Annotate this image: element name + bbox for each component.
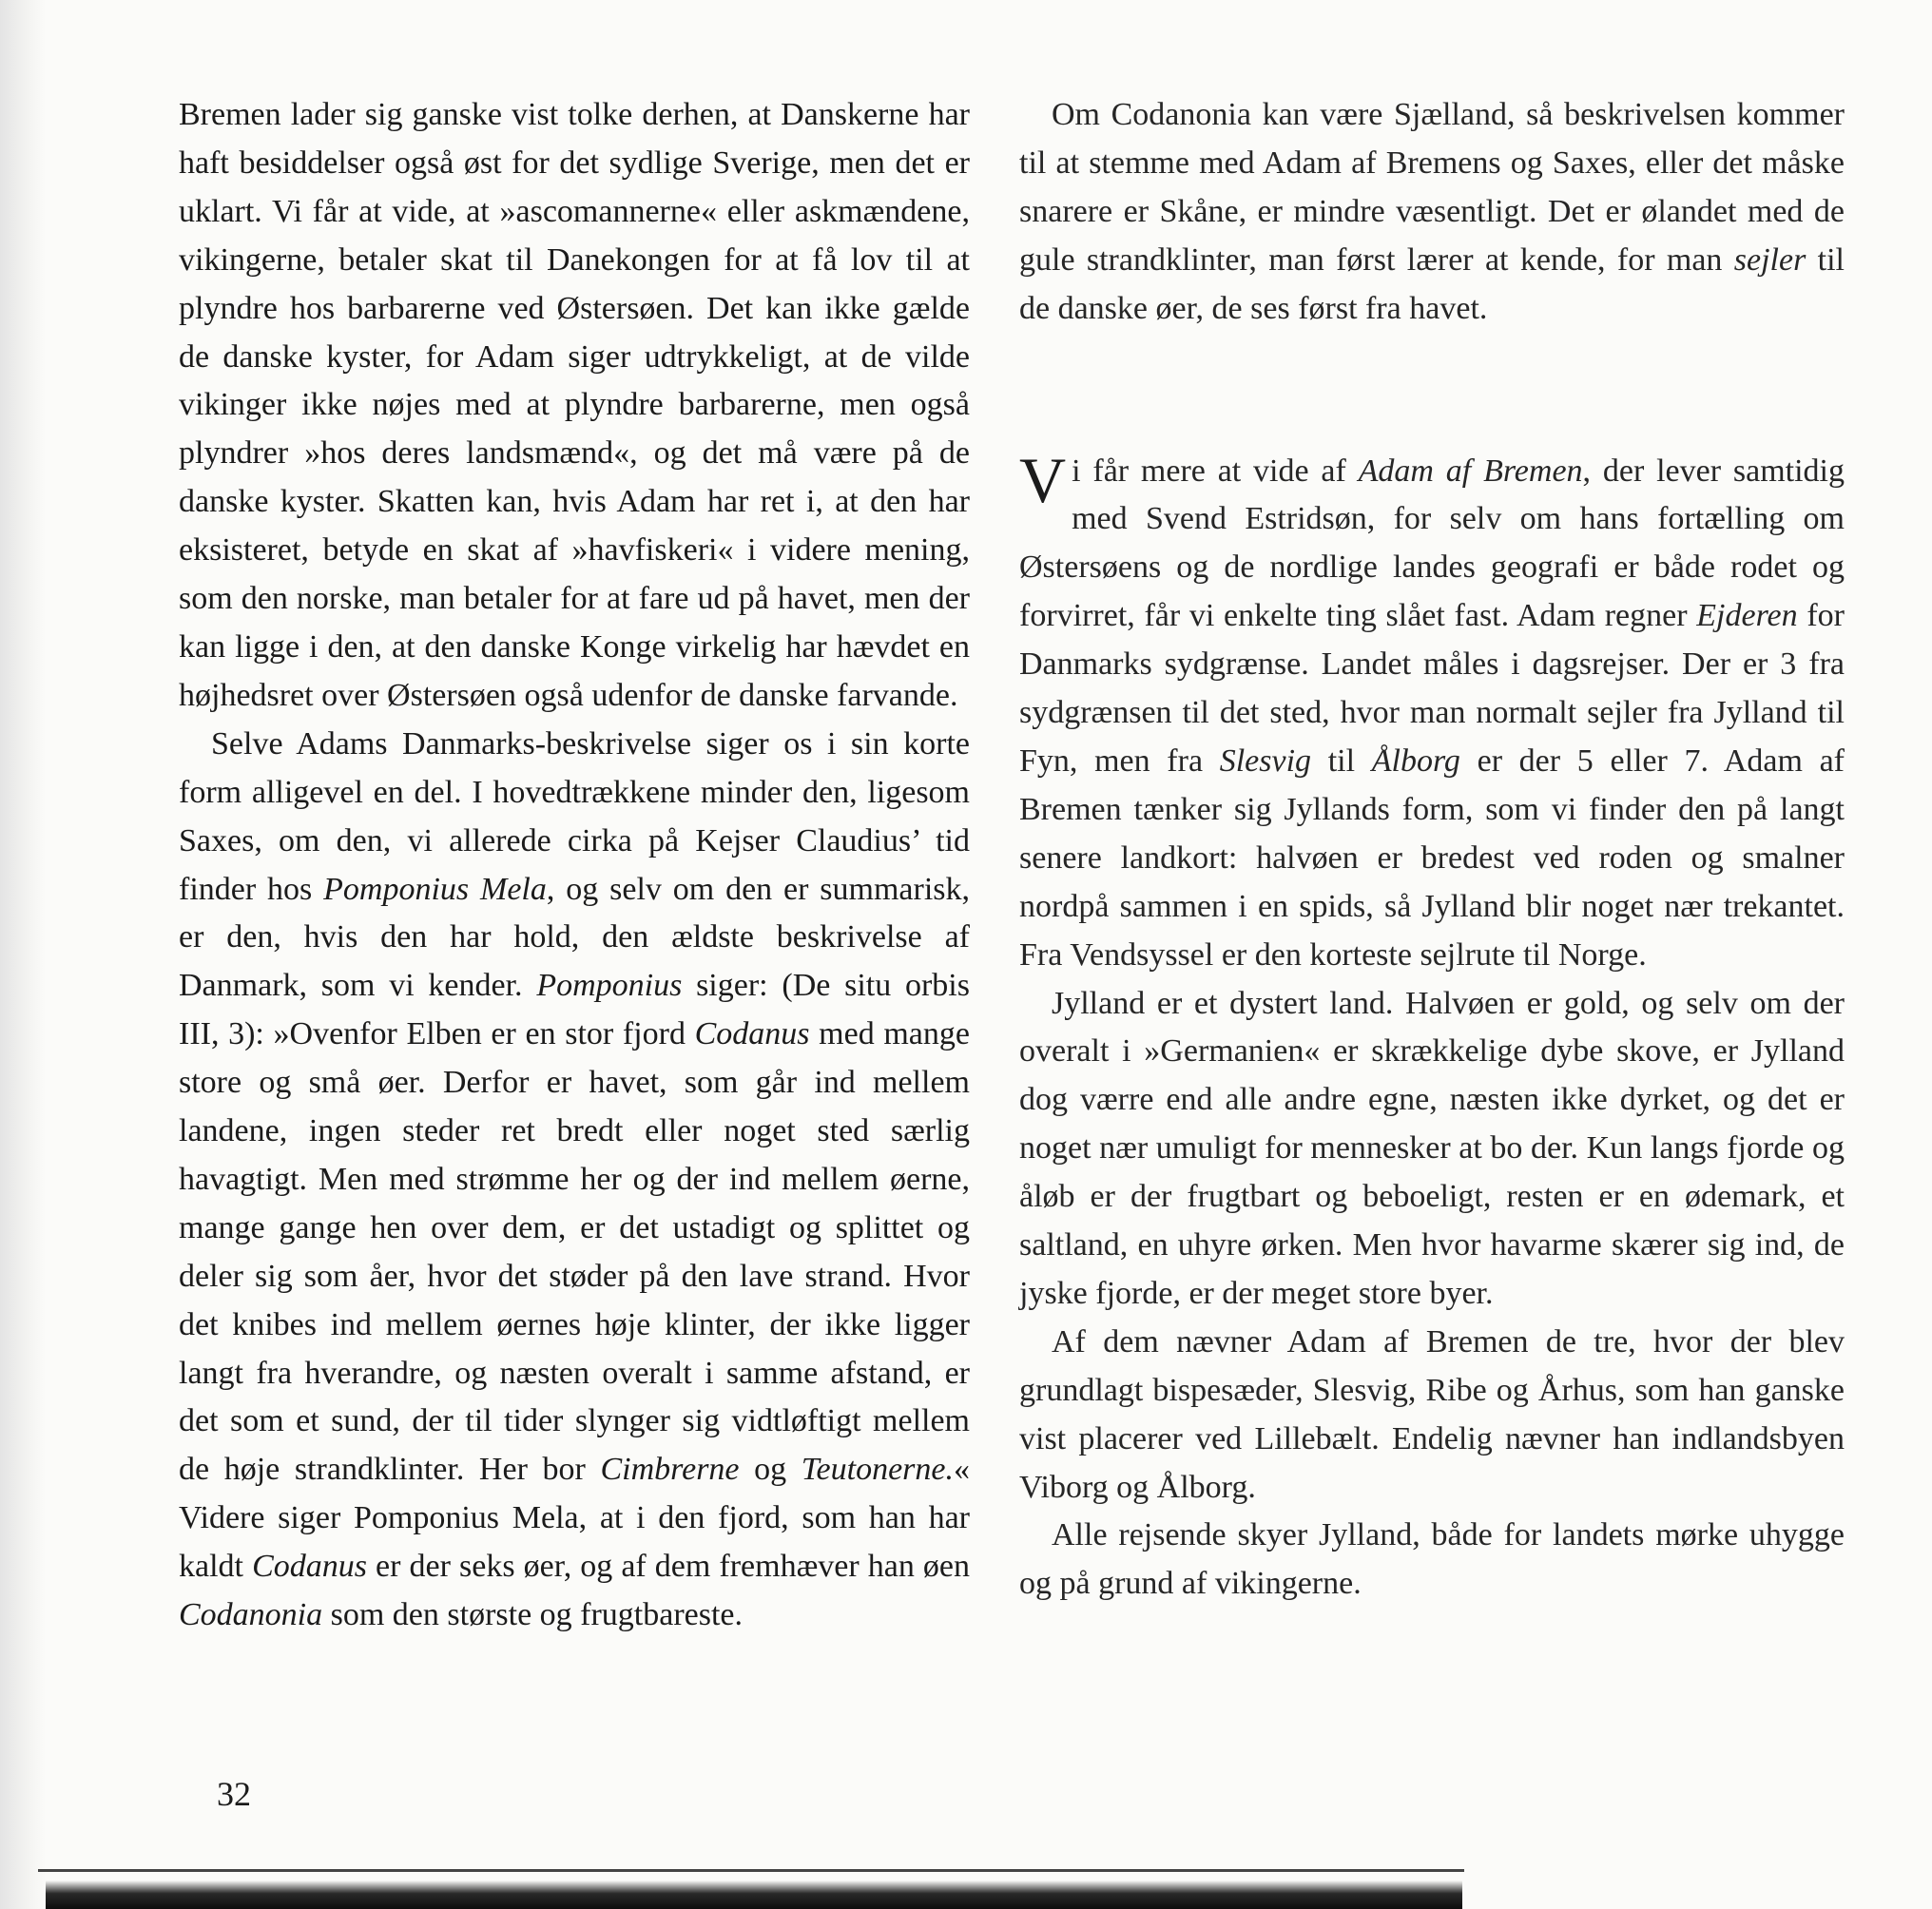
italic-run: Codanus xyxy=(252,1549,367,1585)
italic-run: Teutonerne. xyxy=(801,1452,954,1488)
paragraph xyxy=(1019,1319,1845,1513)
right-column xyxy=(1019,91,1845,1609)
left-column xyxy=(179,91,970,1640)
italic-run: Adam af Bremen xyxy=(1358,453,1583,489)
italic-run: Codanus xyxy=(694,1016,810,1052)
text-run: med mange store og små øer. Derfor er havet, som går ind mellem landene, ingen steder ret bredt eller noget sted særlig havagtigt. Men med strømme her og der ind mellem øerne, mange gange hen over dem, er det ustadigt og splittet og deler sig som åer, hvor det støder på den lave strand. Hvor det knibes ind mellem øernes høje klinter, der ikke ligger langt fra hverandre, og næsten overalt i samme afstand, er det som et sund, der til tider slynger sig vidtløftigt mellem de høje strandklinter. Her bor xyxy=(179,1016,970,1488)
paragraph-text xyxy=(1019,443,1845,973)
italic-run: Ålborg xyxy=(1371,742,1460,779)
text-run: i får mere at vide af xyxy=(1072,453,1359,489)
text-run: Om Codanonia kan være Sjælland, så beskrivelsen kommer til at stemme med Adam af Bremens og Saxes, eller det måske snarere er Skåne, er mindre væsentligt. Det er ølandet med de gule strandklinter, man først lærer at kende, for man xyxy=(1019,97,1845,278)
text-run: for Danmarks sydgrænse. Landet måles i dagsrejser. Der er 3 fra sydgrænsen til det sted, hvor man normalt sejler fra Jylland til Fyn, men fra xyxy=(1019,598,1845,779)
section-break xyxy=(1019,334,1845,448)
text-run: som den største og frugtbareste. xyxy=(322,1597,744,1633)
italic-run: Ejderen xyxy=(1696,598,1798,634)
italic-run: Pomponius xyxy=(536,968,683,1004)
paragraph-with-dropcap xyxy=(1019,443,1845,980)
paragraph xyxy=(1019,91,1845,334)
page-number: 32 xyxy=(217,1775,251,1813)
page-bottom-edge xyxy=(38,1869,1464,1872)
text-run: er der 5 eller 7. Adam af Bremen tænker sig Jyllands form, som vi finder den på langt senere landkort: halvøen er bredest ved roden og smalner nordpå sammen i en spids, så Jylland blir noget nær trekantet. Fra Vendsyssel er den korteste sejlrute til Norge. xyxy=(1019,742,1845,973)
paragraph xyxy=(1019,980,1845,1319)
text-run: til xyxy=(1311,742,1372,779)
italic-run: Codanonia xyxy=(179,1597,323,1633)
text-run: er der seks øer, og af dem fremhæver han øen xyxy=(366,1549,971,1585)
italic-run: sejler xyxy=(1733,241,1806,278)
page-bottom-shadow xyxy=(46,1880,1462,1909)
drop-cap: V xyxy=(1019,443,1067,516)
italic-run: Cimbrerne xyxy=(600,1452,740,1488)
text-run: siger: (De situ orbis III, 3): »Ovenfor Elben er en stor fjord xyxy=(179,968,970,1052)
text-run: « Videre siger Pomponius Mela, at i den fjord, som han har kaldt xyxy=(179,1452,970,1585)
text-run: Bremen lader sig ganske vist tolke derhen, at Danskerne har haft besiddelser også øst for det sydlige Sverige, men det er uklart. Vi får at vide, at »ascomannerne« eller askmændene, vikingerne, betaler skat til Danekongen for at få lov til at plyndre hos barbarerne ved Østersøen. Det kan ikke gælde de danske kyster, for Adam siger udtrykkeligt, at de vilde vikinger ikke nøjes med at plyndre barbarerne, men også plyndrer »hos deres landsmænd«, og det må være på de danske kyster. Skatten kan, hvis Adam har ret i, at den har eksisteret, betyde en skat af »havfiskeri« i videre mening, som den norske, man betaler for at fare ud på havet, men der kan ligge i den, at den danske Konge virkelig har hævdet en højhedsret over Østersøen også udenfor de danske farvande. xyxy=(179,97,970,713)
italic-run: Pomponius Mela xyxy=(323,871,547,907)
page-left-edge xyxy=(0,0,46,1909)
text-run: , og selv om den er summarisk, er den, hvis den har hold, den ældste beskrivelse af Danmark, som vi kender. xyxy=(179,871,971,1004)
text-run: og xyxy=(739,1452,802,1488)
paragraph xyxy=(1019,1512,1845,1609)
paragraph xyxy=(179,721,970,1640)
text-run: Jylland er et dystert land. Halvøen er gold, og selv om der overalt i »Germanien« er skrækkelige dybe skove, er Jylland dog værre end alle andre egne, næsten ikke dyrket, og det er noget nær umuligt for mennesker at bo der. Kun langs fjorde og åløb er der frugtbart og beboeligt, resten er en ødemark, et saltland, en uhyre ørken. Men hvor havarme skærer sig ind, de jyske fjorde, er der meget store byer. xyxy=(1019,985,1845,1311)
text-run: Alle rejsende skyer Jylland, både for landets mørke uhygge og på grund af vikingerne. xyxy=(1019,1517,1845,1602)
text-run: til de danske øer, de ses først fra havet. xyxy=(1019,241,1845,326)
text-run: , der lever samtidig med Svend Estridsøn, for selv om hans fortælling om Østersøens og de nordlige landes geografi er både rodet og forvirret, får vi enkelte ting slået fast. Adam regner xyxy=(1019,453,1845,634)
paragraph xyxy=(179,91,970,721)
italic-run: Slesvig xyxy=(1219,742,1312,779)
text-run: Af dem nævner Adam af Bremen de tre, hvor der blev grundlagt bispesæder, Slesvig, Ribe og Århus, som han ganske vist placerer ved Lillebælt. Endelig nævner han indlandsbyen Viborg og Ålborg. xyxy=(1019,1323,1845,1505)
text-run: Selve Adams Danmarks-beskrivelse siger os i sin korte form alligevel en del. I hovedtrækkene minder den, ligesom Saxes, om den, vi allerede cirka på Kejser Claudius’ tid finder hos xyxy=(179,725,970,907)
